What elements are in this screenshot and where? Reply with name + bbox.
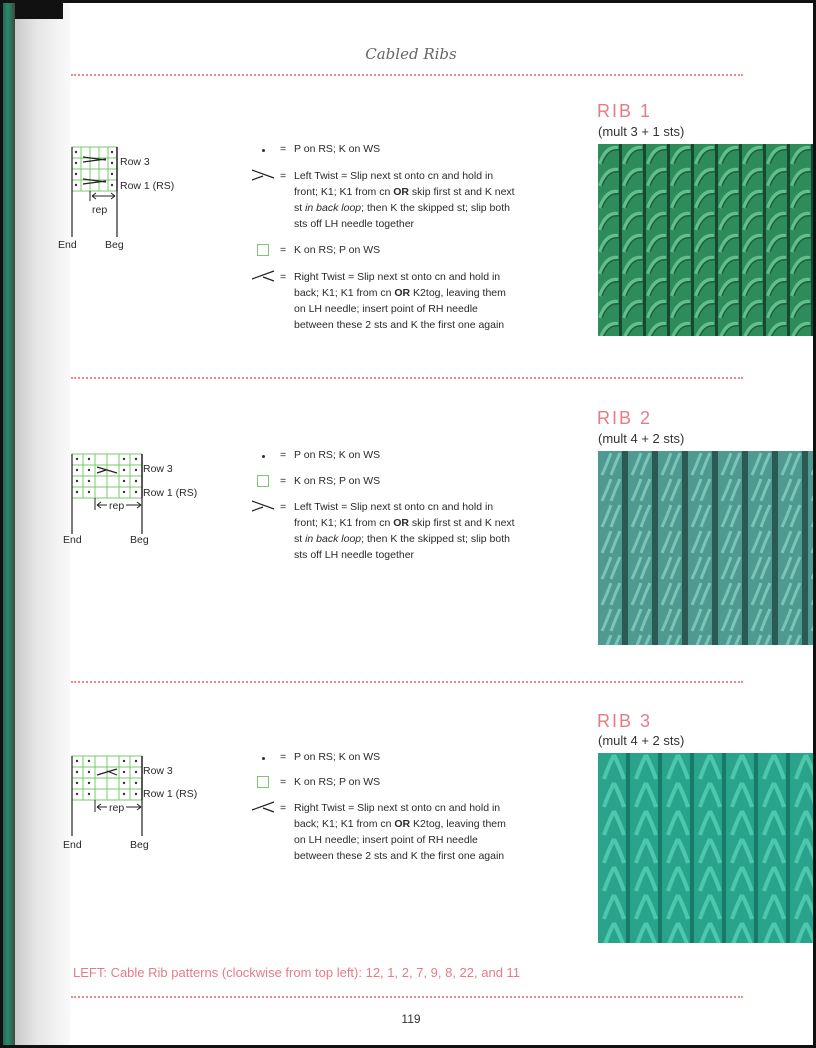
legend-text: K on RS; P on WS (294, 244, 381, 256)
chart-beg-label: Beg (105, 239, 124, 251)
page-number: 119 (401, 1012, 421, 1026)
legend-text: P on RS; K on WS (294, 143, 381, 155)
right-twist-icon (247, 269, 279, 285)
dot-icon (247, 447, 279, 463)
dotted-divider (71, 681, 743, 683)
chart-rep-label: rep (109, 802, 125, 814)
chart-row-label: Row 3 (143, 765, 173, 777)
chart-end-label: End (63, 839, 82, 851)
legend-text: Left Twist = Slip next st onto cn and hold in front; K1; K1 from cn OR skip first st and K next st in back loop; then K the skipped st; slip both sts off LH needle together (294, 170, 515, 230)
figure-caption: LEFT: Cable Rib patterns (clockwise from top left): 12, 1, 2, 7, 9, 8, 22, and 11 (73, 965, 521, 980)
dot-icon (247, 141, 279, 157)
right-twist-icon (247, 800, 279, 816)
dot-icon (247, 749, 279, 765)
running-title: Cabled Ribs (365, 45, 457, 63)
left-twist-icon (247, 168, 279, 184)
legend-text: P on RS; K on WS (294, 449, 381, 461)
chart-row-label: Row 1 (RS) (120, 180, 175, 192)
chart-row-label: Row 1 (RS) (143, 487, 198, 499)
rib-title: RIB 2 (597, 408, 653, 428)
rib-multiple: (mult 4 + 2 sts) (598, 431, 685, 446)
legend-text: Right Twist = Slip next st onto cn and hold in back; K1; K1 from cn OR K2tog, leaving them on LH needle; insert point of RH needle between these 2 sts and K the first one again (294, 802, 506, 862)
chart-rep-label: rep (92, 204, 108, 216)
legend-text: K on RS; P on WS (294, 475, 381, 487)
dotted-divider (71, 377, 743, 379)
chart-row-label: Row 3 (143, 463, 173, 475)
rib-2-swatch-photo (598, 451, 816, 645)
left-twist-icon (247, 499, 279, 515)
chart-end-label: End (58, 239, 77, 251)
legend-text: K on RS; P on WS (294, 776, 381, 788)
chart-beg-label: Beg (130, 839, 149, 851)
dotted-divider (71, 74, 743, 76)
empty-square-icon (247, 774, 279, 790)
chart-row-label: Row 3 (120, 156, 150, 168)
empty-square-icon (247, 473, 279, 489)
rib-1-swatch-photo (598, 144, 816, 336)
chart-beg-label: Beg (130, 534, 149, 546)
rib-title: RIB 3 (597, 711, 653, 731)
rib-multiple: (mult 4 + 2 sts) (598, 733, 685, 748)
rib-multiple: (mult 3 + 1 sts) (598, 124, 685, 139)
chart-rep-label: rep (109, 500, 125, 512)
chart-end-label: End (63, 534, 82, 546)
rib-3-swatch-photo (598, 753, 816, 943)
rib-title: RIB 1 (597, 101, 653, 121)
chart-row-label: Row 1 (RS) (143, 788, 198, 800)
page: Cabled Ribs RIB 1 (mult 3 + 1 sts) Row 3 Row 1 (RS) rep End Beg = P on RS; K on WS = Left Twist = Slip next st onto cn and hold in front; K1; K1 from cn OR skip first st and K next st in back loop; then K the skipped st; slip both sts off LH needle together = K on RS; P on WS = Right Twist = Slip next st onto cn and hold in back; K1; K1 from cn OR K2tog, leaving them on LH needle; insert point of RH needle between these 2 sts and K the first one again RIB 2 (mult 4 + 2 sts) Row 3 Row 1 (RS) rep End Beg = P on RS; K on WS = K on RS; P on WS = Left Twist = Slip next st onto cn and hold in front; K1; K1 from cn OR skip first st and K next st in back loop; then K the skipped st; slip both sts off LH needle together RIB 3 (mult 4 + 2 sts) Row 3 Row 1 (RS) rep End Beg = P on RS; K on WS = K on RS; P on WS = Right Twist = Slip next st onto cn and hold in back; K1; K1 from cn OR K2tog, leaving them on LH needle; insert point of RH needle between these 2 sts and K the first one again LEFT: Cable Rib patterns (clockwise from top left): 12, 1, 2, 7, 9, 8, 22, and 11 119 (0, 0, 816, 1048)
dotted-divider (71, 996, 743, 998)
empty-square-icon (247, 242, 279, 258)
book-spine (3, 3, 15, 1045)
legend-text: Left Twist = Slip next st onto cn and hold in front; K1; K1 from cn OR skip first st and K next st in back loop; then K the skipped st; slip both sts off LH needle together (294, 501, 515, 561)
legend-text: P on RS; K on WS (294, 751, 381, 763)
legend-text: Right Twist = Slip next st onto cn and hold in back; K1; K1 from cn OR K2tog, leaving them on LH needle; insert point of RH needle between these 2 sts and K the first one again (294, 271, 506, 331)
